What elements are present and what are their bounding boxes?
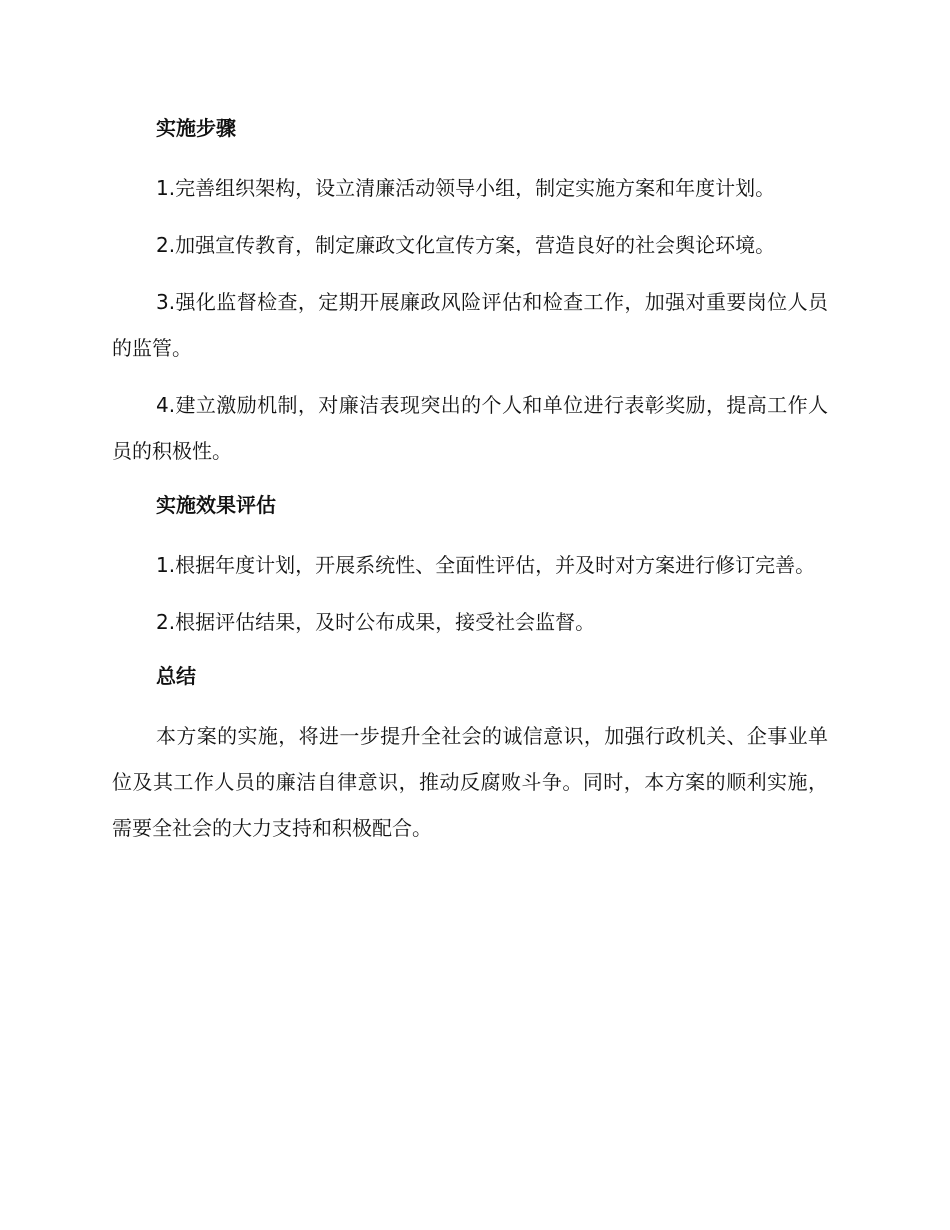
section-heading-summary: 总结 xyxy=(156,664,196,688)
paragraph-summary: 本方案的实施，将进一步提升全社会的诚信意识，加强行政机关、企事业单位及其工作人员的廉洁自律意识，推动反腐败斗争。同时，本方案的顺利实施，需要全社会的大力支持和积极配合。 xyxy=(112,724,828,840)
paragraph-step-2: 2.加强宣传教育，制定廉政文化宣传方案，营造良好的社会舆论环境。 xyxy=(156,233,776,257)
paragraph-step-1: 1.完善组织架构，设立清廉活动领导小组，制定实施方案和年度计划。 xyxy=(156,176,776,200)
section-heading-implementation-steps: 实施步骤 xyxy=(156,116,236,140)
paragraph-evaluation-1: 1.根据年度计划，开展系统性、全面性评估，并及时对方案进行修订完善。 xyxy=(156,553,816,577)
paragraph-evaluation-2: 2.根据评估结果，及时公布成果，接受社会监督。 xyxy=(156,610,596,634)
section-heading-effect-evaluation: 实施效果评估 xyxy=(156,493,276,517)
paragraph-step-4: 4.建立激励机制，对廉洁表现突出的个人和单位进行表彰奖励，提高工作人员的积极性。 xyxy=(112,393,828,463)
paragraph-step-3: 3.强化监督检查，定期开展廉政风险评估和检查工作，加强对重要岗位人员的监管。 xyxy=(112,290,828,360)
document-body xyxy=(112,108,828,862)
